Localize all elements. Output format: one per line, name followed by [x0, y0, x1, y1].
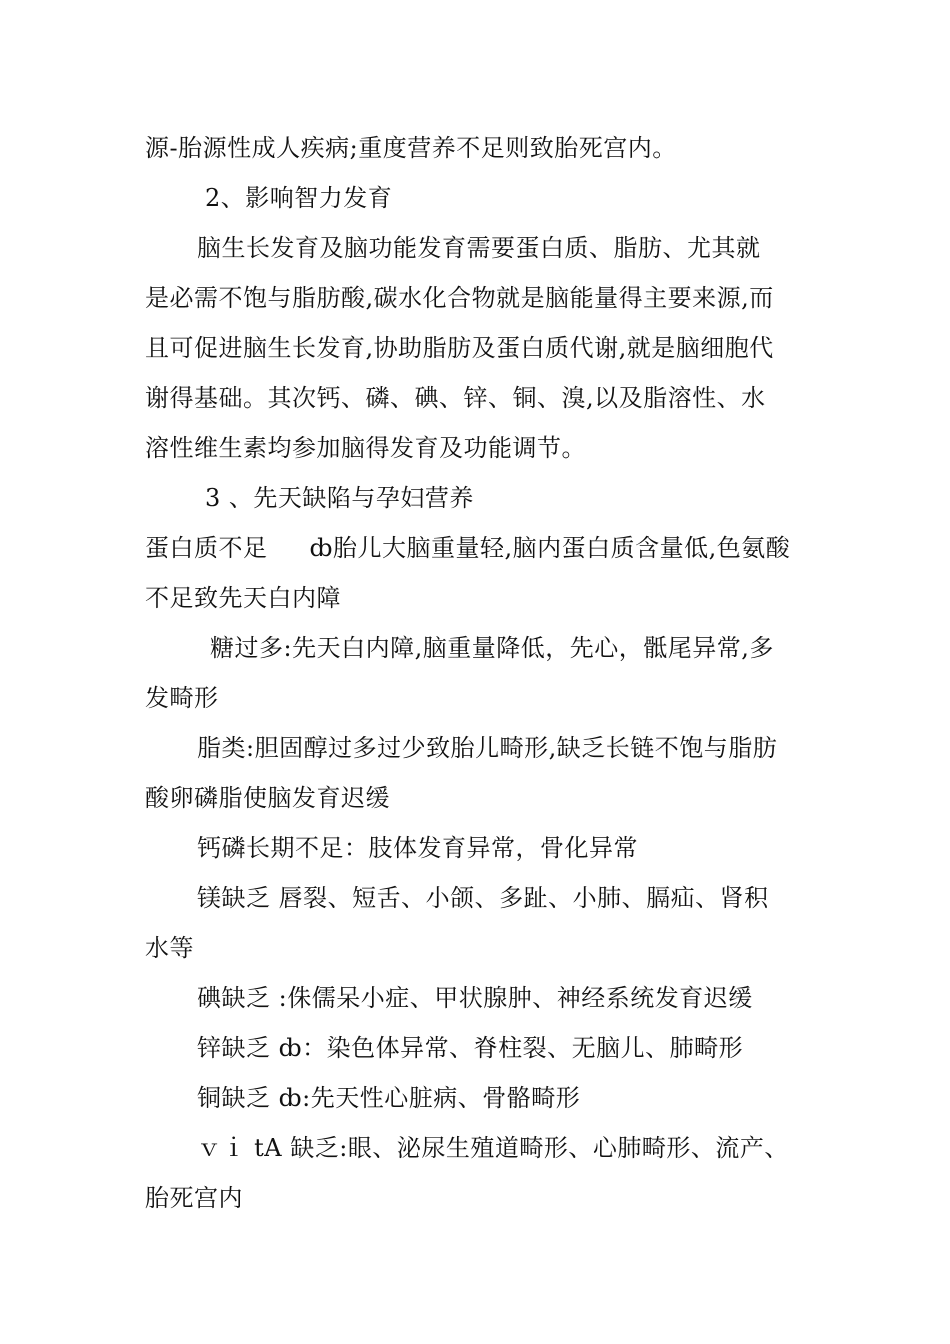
- paragraph-line: 铜缺乏 ȸ:先天性心脏病、骨骼畸形: [197, 1084, 581, 1112]
- paragraph-line: 胎死宫内: [145, 1184, 243, 1212]
- paragraph-line: 碘缺乏 :侏儒呆小症、甲状腺肿、神经系统发育迟缓: [197, 984, 753, 1012]
- paragraph-line: 不足致先天白内障: [145, 584, 341, 612]
- section-heading: 2、影响智力发育: [205, 184, 393, 212]
- paragraph-line: 溶性维生素均参加脑得发育及功能调节。: [145, 434, 586, 462]
- paragraph-line: 发畸形: [145, 684, 219, 712]
- paragraph-line: 水等: [145, 934, 194, 962]
- paragraph-line: 且可促进脑生长发育,协助脂肪及蛋白质代谢,就是脑细胞代: [145, 334, 774, 362]
- paragraph-line: ｖｉ tA 缺乏:眼、泌尿生殖道畸形、心肺畸形、流产、: [197, 1134, 789, 1162]
- paragraph-line: 谢得基础。其次钙、磷、碘、锌、铜、溴,以及脂溶性、水: [145, 384, 766, 412]
- paragraph-line: 脑生长发育及脑功能发育需要蛋白质、脂肪、尤其就: [197, 234, 761, 262]
- paragraph-line: 锌缺乏 ȸ：染色体异常、脊柱裂、无脑儿、肺畸形: [197, 1034, 744, 1062]
- paragraph-line: 源-胎源性成人疾病;重度营养不足则致胎死宫内。: [145, 134, 677, 162]
- paragraph-line: [145, 533, 790, 563]
- paragraph-line: 是必需不饱与脂肪酸,碳水化合物就是脑能量得主要来源,而: [145, 284, 774, 312]
- paragraph-line: 糖过多:先天白内障,脑重量降低，先心，骶尾异常,多: [210, 634, 774, 662]
- paragraph-line: 钙磷长期不足：肢体发育异常，骨化异常: [197, 834, 638, 862]
- line-text: ȸ胎儿大脑重量轻,脑内蛋白质含量低,色氨酸: [309, 534, 791, 562]
- line-label: 蛋白质不足: [145, 534, 268, 562]
- paragraph-line: 镁缺乏 唇裂、短舌、小颌、多趾、小肺、膈疝、肾积: [197, 884, 769, 912]
- paragraph-line: 酸卵磷脂使脑发育迟缓: [145, 784, 390, 812]
- paragraph-line: 脂类:胆固醇过多过少致胎儿畸形,缺乏长链不饱与脂肪: [197, 734, 778, 762]
- section-heading: 3 、先天缺陷与孕妇营养: [205, 484, 474, 512]
